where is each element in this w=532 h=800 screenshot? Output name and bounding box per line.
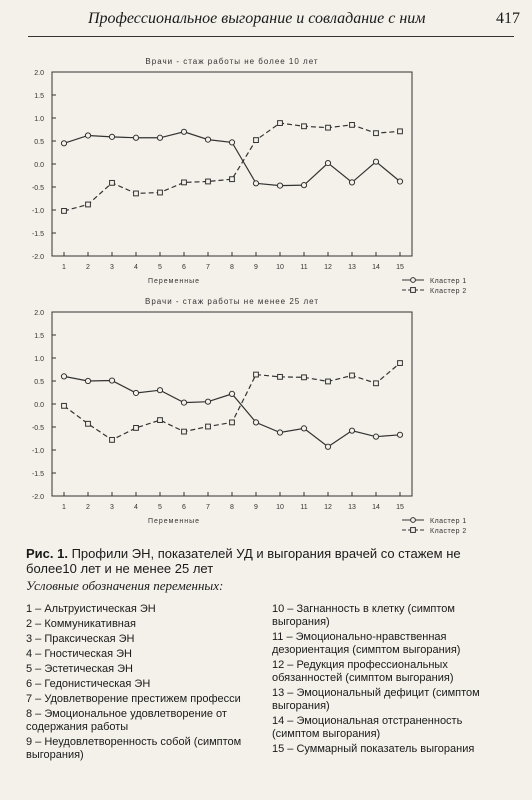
data-point-cluster-1 bbox=[301, 183, 306, 188]
variable-legend-right bbox=[272, 603, 508, 758]
x-tick-label: 4 bbox=[134, 264, 138, 271]
data-point-cluster-1 bbox=[109, 134, 114, 139]
chart-top bbox=[0, 50, 532, 295]
legend-label: Кластер 1 bbox=[430, 278, 467, 285]
x-tick-label: 14 bbox=[372, 264, 380, 271]
legend-item: 12 – Редукция профессиональных обязанностей (симптом выгорания) bbox=[272, 659, 454, 684]
data-point-cluster-1 bbox=[229, 391, 234, 396]
data-point-cluster-1 bbox=[349, 180, 354, 185]
y-tick-label: -0.5 bbox=[31, 185, 44, 192]
x-tick-label: 10 bbox=[276, 264, 284, 271]
chart-bottom bbox=[0, 290, 532, 535]
data-point-cluster-1 bbox=[397, 432, 402, 437]
legend-title: Условные обозначения переменных: bbox=[26, 578, 224, 593]
legend-item: 1 – Альтруистическая ЭН bbox=[26, 603, 156, 615]
legend-item: 2 – Коммуникативная bbox=[26, 618, 136, 630]
running-title: Профессиональное выгорание и совладание с ним bbox=[88, 10, 426, 27]
y-tick-label: 0.5 bbox=[34, 139, 44, 146]
legend-item: 10 – Загнанность в клетку (симптом выгорания) bbox=[272, 603, 455, 628]
x-tick-label: 15 bbox=[396, 504, 404, 511]
x-tick-label: 3 bbox=[110, 264, 114, 271]
data-point-cluster-1 bbox=[61, 374, 66, 379]
data-point-cluster-2 bbox=[158, 418, 163, 423]
page-number: 417 bbox=[496, 10, 520, 27]
data-point-cluster-2 bbox=[230, 420, 235, 425]
y-tick-label: -1.0 bbox=[31, 448, 44, 455]
data-point-cluster-2 bbox=[86, 202, 91, 207]
data-point-cluster-2 bbox=[350, 373, 355, 378]
x-tick-label: 13 bbox=[348, 504, 356, 511]
data-point-cluster-2 bbox=[134, 426, 139, 431]
y-tick-label: 1.5 bbox=[34, 93, 44, 100]
y-tick-label: 1.5 bbox=[34, 333, 44, 340]
legend-item: 11 – Эмоционально-нравственная дезориентация (симптом выгорания) bbox=[272, 631, 461, 656]
chart-title: Врачи - стаж работы не более 10 лет bbox=[145, 57, 319, 66]
legend-marker bbox=[411, 278, 416, 283]
x-tick-label: 5 bbox=[158, 264, 162, 271]
data-point-cluster-1 bbox=[301, 426, 306, 431]
legend-label: Кластер 1 bbox=[430, 518, 467, 525]
data-point-cluster-2 bbox=[134, 191, 139, 196]
y-tick-label: 1.0 bbox=[34, 356, 44, 363]
legend-item: 5 – Эстетическая ЭН bbox=[26, 663, 133, 675]
data-point-cluster-1 bbox=[85, 133, 90, 138]
data-point-cluster-1 bbox=[157, 135, 162, 140]
x-tick-label: 1 bbox=[62, 264, 66, 271]
data-point-cluster-1 bbox=[181, 129, 186, 134]
y-tick-label: -2.0 bbox=[31, 494, 44, 501]
data-point-cluster-1 bbox=[181, 400, 186, 405]
data-point-cluster-2 bbox=[254, 138, 259, 143]
data-point-cluster-1 bbox=[205, 399, 210, 404]
data-point-cluster-1 bbox=[373, 434, 378, 439]
legend-item: 6 – Гедонистическая ЭН bbox=[26, 678, 151, 690]
header-divider bbox=[28, 36, 514, 37]
y-tick-label: 0.5 bbox=[34, 379, 44, 386]
data-point-cluster-2 bbox=[158, 190, 163, 195]
legend-item: 14 – Эмоциональная отстраненность (симптом выгорания) bbox=[272, 715, 463, 740]
x-tick-label: 11 bbox=[300, 504, 308, 511]
legend-label: Кластер 2 bbox=[430, 528, 467, 535]
data-point-cluster-1 bbox=[229, 140, 234, 145]
data-point-cluster-2 bbox=[86, 421, 91, 426]
x-tick-label: 12 bbox=[324, 504, 332, 511]
data-point-cluster-2 bbox=[350, 123, 355, 128]
data-point-cluster-1 bbox=[253, 420, 258, 425]
legend-item: 7 – Удовлетворение престижем професси bbox=[26, 693, 241, 705]
y-tick-label: 2.0 bbox=[34, 70, 44, 77]
x-tick-label: 12 bbox=[324, 264, 332, 271]
x-tick-label: 7 bbox=[206, 504, 210, 511]
data-point-cluster-1 bbox=[133, 135, 138, 140]
x-tick-label: 13 bbox=[348, 264, 356, 271]
data-point-cluster-2 bbox=[110, 437, 115, 442]
plot-frame bbox=[52, 312, 412, 496]
x-tick-label: 10 bbox=[276, 504, 284, 511]
data-point-cluster-1 bbox=[133, 390, 138, 395]
y-tick-label: 0.0 bbox=[34, 162, 44, 169]
x-tick-label: 1 bbox=[62, 504, 66, 511]
y-tick-label: -1.5 bbox=[31, 471, 44, 478]
data-point-cluster-1 bbox=[325, 444, 330, 449]
x-tick-label: 11 bbox=[300, 264, 308, 271]
data-point-cluster-1 bbox=[277, 183, 282, 188]
page-header bbox=[0, 0, 532, 36]
x-tick-label: 9 bbox=[254, 264, 258, 271]
data-point-cluster-1 bbox=[373, 159, 378, 164]
x-axis-label: Переменные bbox=[147, 518, 201, 525]
x-tick-label: 7 bbox=[206, 264, 210, 271]
x-tick-label: 3 bbox=[110, 504, 114, 511]
series-line-cluster-1 bbox=[64, 376, 400, 446]
y-tick-label: 1.0 bbox=[34, 116, 44, 123]
x-tick-label: 4 bbox=[134, 504, 138, 511]
data-point-cluster-2 bbox=[326, 379, 331, 384]
legend-item: 4 – Гностическая ЭН bbox=[26, 648, 132, 660]
caption-lead: Рис. 1. bbox=[26, 546, 68, 561]
y-tick-label: -1.0 bbox=[31, 208, 44, 215]
data-point-cluster-2 bbox=[230, 177, 235, 182]
data-point-cluster-2 bbox=[374, 131, 379, 136]
data-point-cluster-2 bbox=[302, 375, 307, 380]
data-point-cluster-2 bbox=[110, 180, 115, 185]
data-point-cluster-2 bbox=[326, 125, 331, 130]
legend-item: 3 – Праксическая ЭН bbox=[26, 633, 135, 645]
x-tick-label: 2 bbox=[86, 264, 90, 271]
data-point-cluster-2 bbox=[254, 372, 259, 377]
data-point-cluster-2 bbox=[278, 374, 283, 379]
data-point-cluster-1 bbox=[85, 378, 90, 383]
legend-item: 13 – Эмоциональный дефицит (симптом выгорания) bbox=[272, 687, 480, 712]
data-point-cluster-2 bbox=[302, 124, 307, 129]
data-point-cluster-2 bbox=[62, 209, 67, 214]
chart-title: Врачи - стаж работы не менее 25 лет bbox=[144, 297, 320, 306]
legend-marker bbox=[411, 518, 416, 523]
y-tick-label: -1.5 bbox=[31, 231, 44, 238]
data-point-cluster-2 bbox=[374, 381, 379, 386]
data-point-cluster-1 bbox=[277, 430, 282, 435]
x-tick-label: 8 bbox=[230, 504, 234, 511]
x-tick-label: 9 bbox=[254, 504, 258, 511]
x-tick-label: 6 bbox=[182, 504, 186, 511]
x-tick-label: 8 bbox=[230, 264, 234, 271]
y-tick-label: -0.5 bbox=[31, 425, 44, 432]
legend-item: 15 – Суммарный показатель выгорания bbox=[272, 743, 475, 755]
x-tick-label: 14 bbox=[372, 504, 380, 511]
data-point-cluster-2 bbox=[62, 403, 67, 408]
x-tick-label: 5 bbox=[158, 504, 162, 511]
legend-marker bbox=[411, 528, 416, 533]
plot-frame bbox=[52, 72, 412, 256]
data-point-cluster-2 bbox=[278, 121, 283, 126]
data-point-cluster-1 bbox=[325, 160, 330, 165]
data-point-cluster-1 bbox=[397, 179, 402, 184]
data-point-cluster-1 bbox=[349, 428, 354, 433]
data-point-cluster-1 bbox=[253, 181, 258, 186]
data-point-cluster-2 bbox=[398, 129, 403, 134]
data-point-cluster-2 bbox=[182, 180, 187, 185]
data-point-cluster-2 bbox=[206, 424, 211, 429]
legend-item: 8 – Эмоциональное удовлетворение от содержания работы bbox=[26, 708, 227, 733]
y-tick-label: 0.0 bbox=[34, 402, 44, 409]
data-point-cluster-1 bbox=[61, 141, 66, 146]
figure-caption bbox=[26, 546, 506, 576]
variable-legend-left bbox=[26, 603, 266, 764]
y-tick-label: 2.0 bbox=[34, 310, 44, 317]
data-point-cluster-2 bbox=[182, 429, 187, 434]
x-tick-label: 15 bbox=[396, 264, 404, 271]
legend-item: 9 – Неудовлетворенность собой (симптом выгорания) bbox=[26, 736, 242, 761]
data-point-cluster-2 bbox=[398, 361, 403, 366]
y-tick-label: -2.0 bbox=[31, 254, 44, 261]
data-point-cluster-1 bbox=[157, 388, 162, 393]
x-axis-label: Переменные bbox=[147, 278, 201, 285]
legend-label: Кластер 2 bbox=[430, 288, 467, 295]
data-point-cluster-1 bbox=[109, 378, 114, 383]
x-tick-label: 6 bbox=[182, 264, 186, 271]
data-point-cluster-1 bbox=[205, 137, 210, 142]
x-tick-label: 2 bbox=[86, 504, 90, 511]
data-point-cluster-2 bbox=[206, 179, 211, 184]
caption-text: Профили ЭН, показателей УД и выгорания врачей со стажем не более10 лет и не менее 25 лет bbox=[26, 546, 461, 576]
